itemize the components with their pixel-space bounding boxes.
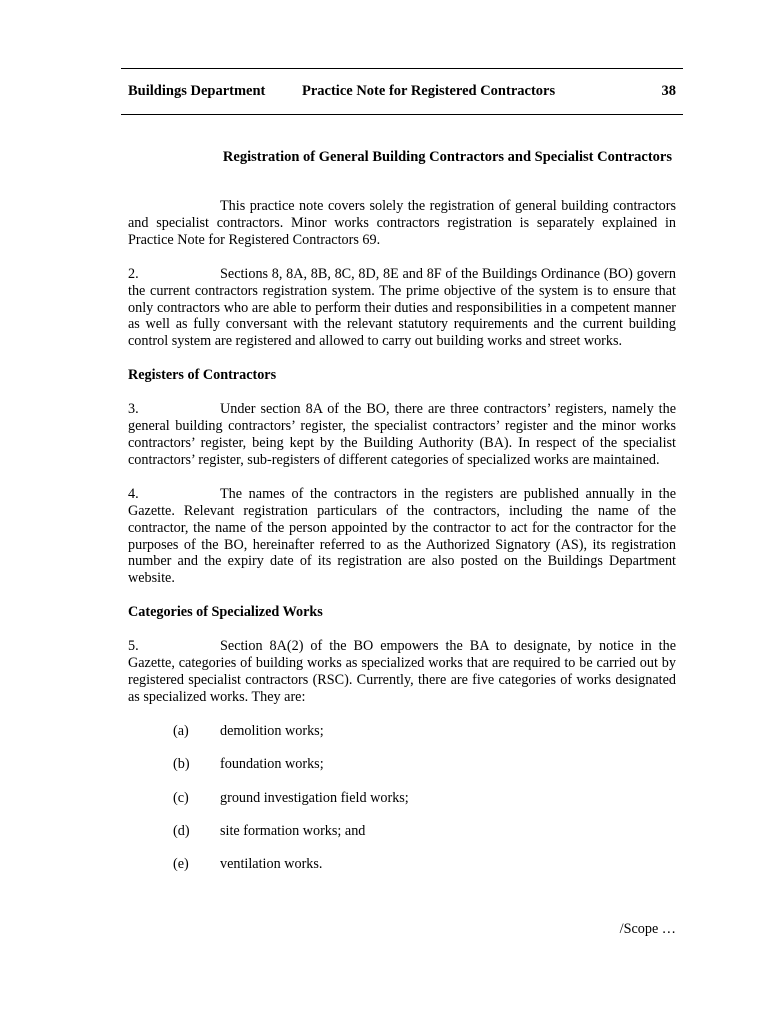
list-item-label: (e) xyxy=(173,856,189,873)
list-item-text: ventilation works. xyxy=(220,856,323,873)
paragraph-2 xyxy=(128,266,676,351)
list-item-label: (d) xyxy=(173,822,190,839)
header-department: Buildings Department xyxy=(128,83,266,99)
list-item-label: (c) xyxy=(173,789,189,806)
paragraph-number: 2. xyxy=(128,265,139,282)
document-body xyxy=(128,198,676,890)
list-item-text: foundation works; xyxy=(220,756,324,773)
paragraph-number: 4. xyxy=(128,485,139,502)
document-title: Registration of General Building Contractors and Specialist Contractors xyxy=(222,149,672,165)
list-item xyxy=(128,856,676,873)
list-item-text: site formation works; and xyxy=(220,822,366,839)
header-number: 38 xyxy=(661,83,676,99)
list-item-label: (a) xyxy=(173,722,189,739)
paragraph-3 xyxy=(128,401,676,469)
list-item-text: ground investigation field works; xyxy=(220,789,409,806)
continuation-marker: /Scope … xyxy=(619,921,676,937)
specialized-works-list xyxy=(128,723,676,873)
section-heading-registers: Registers of Contractors xyxy=(128,367,277,384)
intro-text: This practice note covers solely the registration of general building contractors and specialist contractors. Minor works contractors registration is separately explained in Practice Note for Registered Contractors 69. xyxy=(128,198,676,248)
list-item xyxy=(128,756,676,773)
header-bottom-rule xyxy=(121,114,683,115)
list-item xyxy=(128,790,676,807)
list-item xyxy=(128,823,676,840)
list-item xyxy=(128,723,676,740)
intro-paragraph xyxy=(128,198,676,249)
paragraph-5 xyxy=(128,638,676,706)
paragraph-4 xyxy=(128,486,676,587)
header-series: Practice Note for Registered Contractors xyxy=(302,83,556,99)
header-top-rule xyxy=(121,68,683,69)
paragraph-text: The names of the contractors in the registers are published annually in the Gazette. Relevant registration particulars of the contractors, including the name of the contractor, the name of the person appointed by the contractor to act for the contractor for the purposes of the BO, hereinafter referred to as the Authorized Signatory (AS), its registration number and the expiry date of its registration are also posted on the Buildings Department website. xyxy=(128,485,676,587)
paragraph-text: Section 8A(2) of the BO empowers the BA to designate, by notice in the Gazette, categories of building works as specialized works that are required to be carried out by registered specialist contractors (RSC). Currently, there are five categories of works designated as specialized works. They are: xyxy=(128,638,676,705)
list-item-label: (b) xyxy=(173,756,190,773)
paragraph-number: 5. xyxy=(128,638,139,655)
list-item-text: demolition works; xyxy=(220,722,324,739)
section-heading-categories: Categories of Specialized Works xyxy=(128,604,323,621)
paragraph-number: 3. xyxy=(128,401,139,418)
paragraph-text: Sections 8, 8A, 8B, 8C, 8D, 8E and 8F of the Buildings Ordinance (BO) govern the current contractors registration system. The prime objective of the system is to ensure that only contractors who are able to perform their duties and responsibilities in a competent manner as well as fully conversant with the relevant statutory requirements and the current building control system are registered and allowed to carry out building works and street works. xyxy=(128,265,676,350)
paragraph-text: Under section 8A of the BO, there are three contractors’ registers, namely the general building contractors’ register, the specialist contractors’ register and the minor works contractors’ register, being kept by the Building Authority (BA). In respect of the specialist contractors’ register, sub-registers of different categories of specialized works are maintained. xyxy=(128,401,676,468)
